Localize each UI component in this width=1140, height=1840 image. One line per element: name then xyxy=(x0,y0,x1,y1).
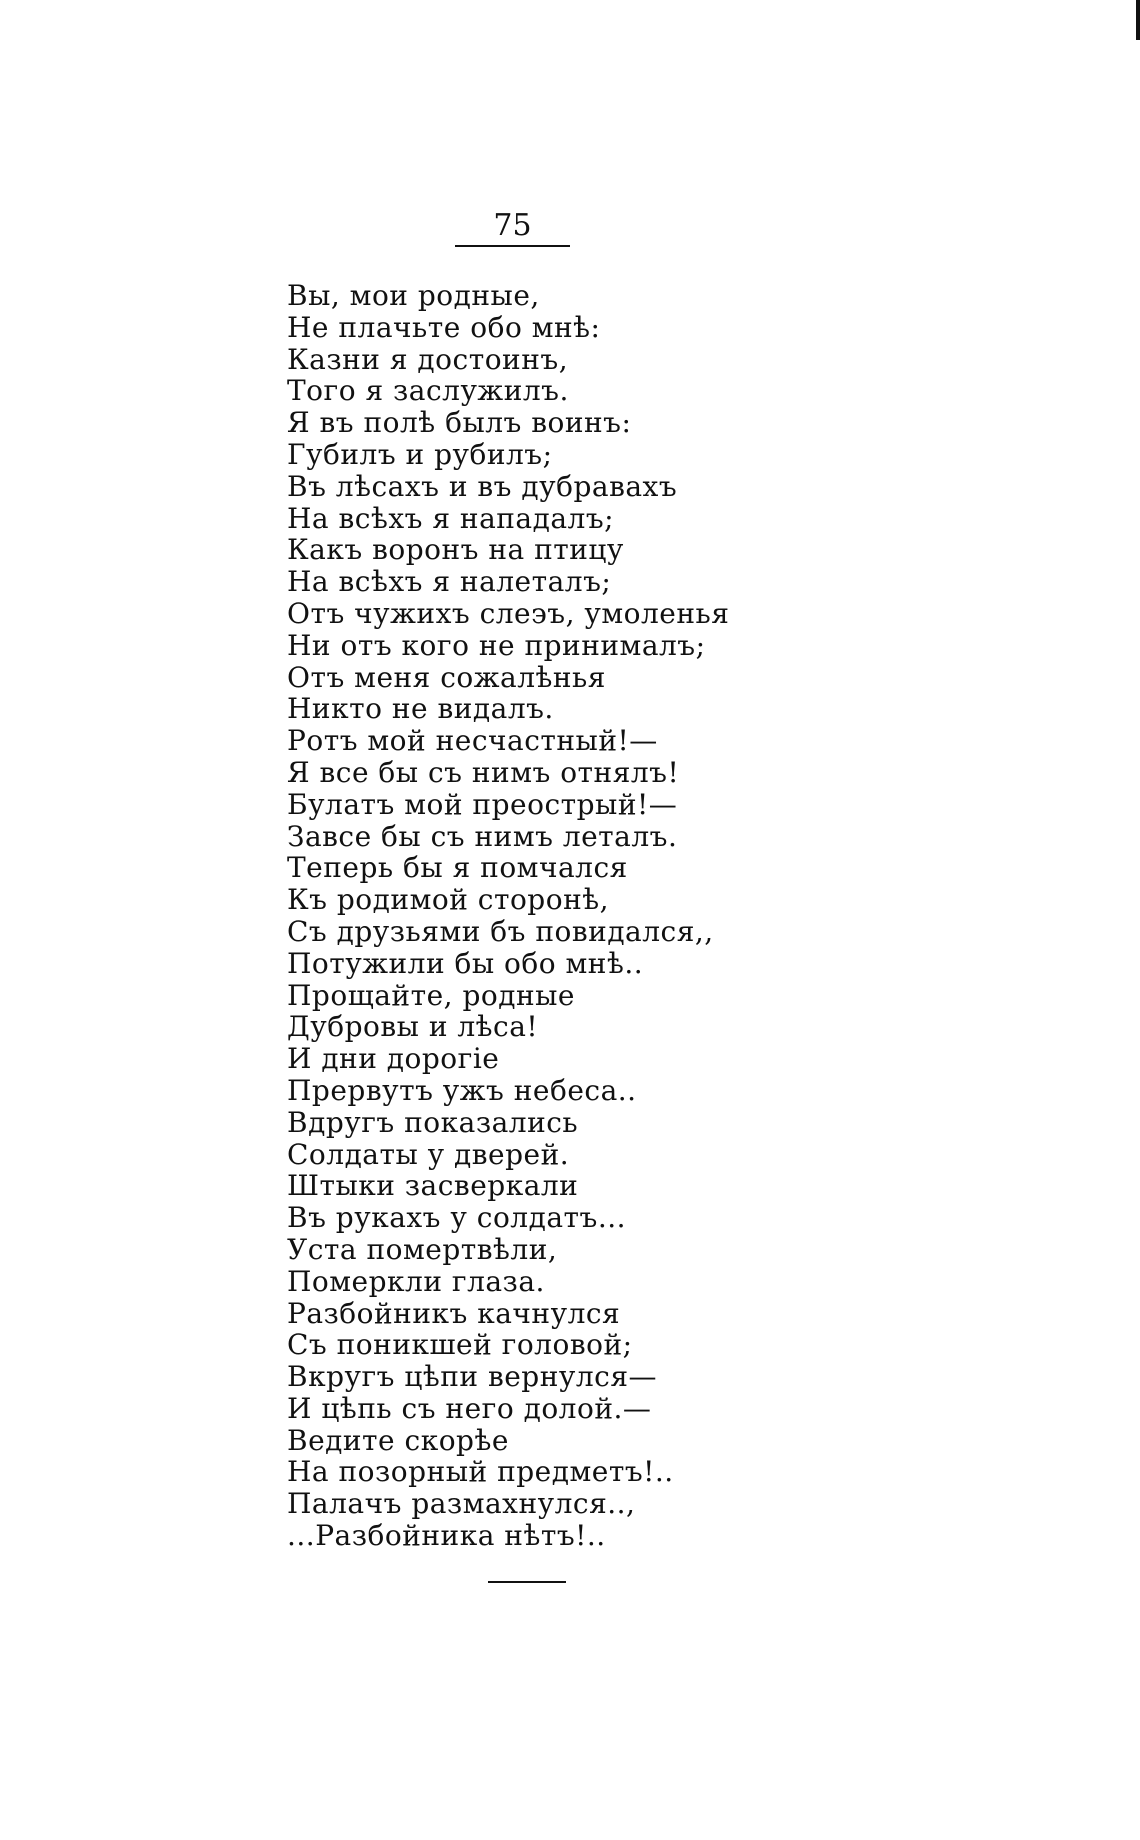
poem-line: Не плачьте обо мнѣ: xyxy=(287,310,601,344)
poem-line: И дни дорогіе xyxy=(287,1042,500,1076)
poem-line: Потужили бы обо мнѣ.. xyxy=(287,946,644,980)
poem-line: Вкругъ цѣпи вернулся— xyxy=(287,1360,658,1394)
poem-line: Ни отъ кого не принималъ; xyxy=(287,628,706,662)
poem-line: Теперь бы я помчался xyxy=(287,851,628,885)
poem-line: На всѣхъ я налеталъ; xyxy=(287,565,612,599)
poem-line: Къ родимой сторонѣ, xyxy=(287,883,610,917)
poem-line: На всѣхъ я нападалъ; xyxy=(287,501,615,535)
poem-line: Прощайте, родные xyxy=(287,978,575,1012)
poem-line: Ведите скорѣе xyxy=(287,1423,509,1457)
poem-line: Губилъ и рубилъ; xyxy=(287,437,553,471)
poem-line: И цѣпь съ него долой.— xyxy=(287,1391,652,1425)
poem-line: Прервутъ ужъ небеса.. xyxy=(287,1073,637,1107)
poem-line: Солдаты у дверей. xyxy=(287,1137,570,1171)
poem-line: Какъ воронъ на птицу xyxy=(287,533,624,567)
poem-line: Того я заслужилъ. xyxy=(287,374,569,408)
poem-line: Палачъ размахнулся.., xyxy=(287,1487,636,1521)
scan-edge-mark xyxy=(1136,0,1140,40)
poem-line: Уста помертвѣли, xyxy=(287,1232,558,1266)
poem-line: Вы, мои родные, xyxy=(287,279,540,312)
poem-line: Казни я достоинъ, xyxy=(287,342,569,376)
poem-line: Разбойникъ качнулся xyxy=(287,1296,621,1330)
poem-line: Никто не видалъ. xyxy=(287,692,554,726)
end-rule xyxy=(488,1581,566,1583)
poem-line: Съ друзьями бъ повидался,, xyxy=(287,914,714,948)
poem-line: Отъ меня сожалѣнья xyxy=(287,660,606,694)
poem-line: ...Разбойника нѣтъ!.. xyxy=(287,1519,606,1553)
poem-line: Булатъ мой преострый!— xyxy=(287,787,678,821)
poem-line: На позорный предметъ!.. xyxy=(287,1455,674,1489)
poem-line: Я все бы съ нимъ отнялъ! xyxy=(287,755,680,789)
poem-line: Померкли глаза. xyxy=(287,1264,545,1298)
poem-line: Я въ полѣ былъ воинъ: xyxy=(287,406,632,440)
header-rule xyxy=(455,245,570,247)
poem-line: Штыки засверкали xyxy=(287,1169,579,1203)
page-number: 75 xyxy=(493,208,532,243)
poem-line: Въ лѣсахъ и въ дубравахъ xyxy=(287,469,678,503)
poem-line: Въ рукахъ у солдатъ... xyxy=(287,1201,627,1235)
poem-text xyxy=(287,280,807,1552)
poem-line: Отъ чужихъ слеэъ, умоленья xyxy=(287,596,730,630)
poem-line: Завсе бы съ нимъ леталъ. xyxy=(287,819,678,853)
poem-line: Вдругъ показались xyxy=(287,1105,579,1139)
poem-line: Съ поникшей головой; xyxy=(287,1328,633,1362)
poem-line: Ротъ мой несчастный!— xyxy=(287,724,658,758)
poem-line: Дубровы и лѣса! xyxy=(287,1010,539,1044)
